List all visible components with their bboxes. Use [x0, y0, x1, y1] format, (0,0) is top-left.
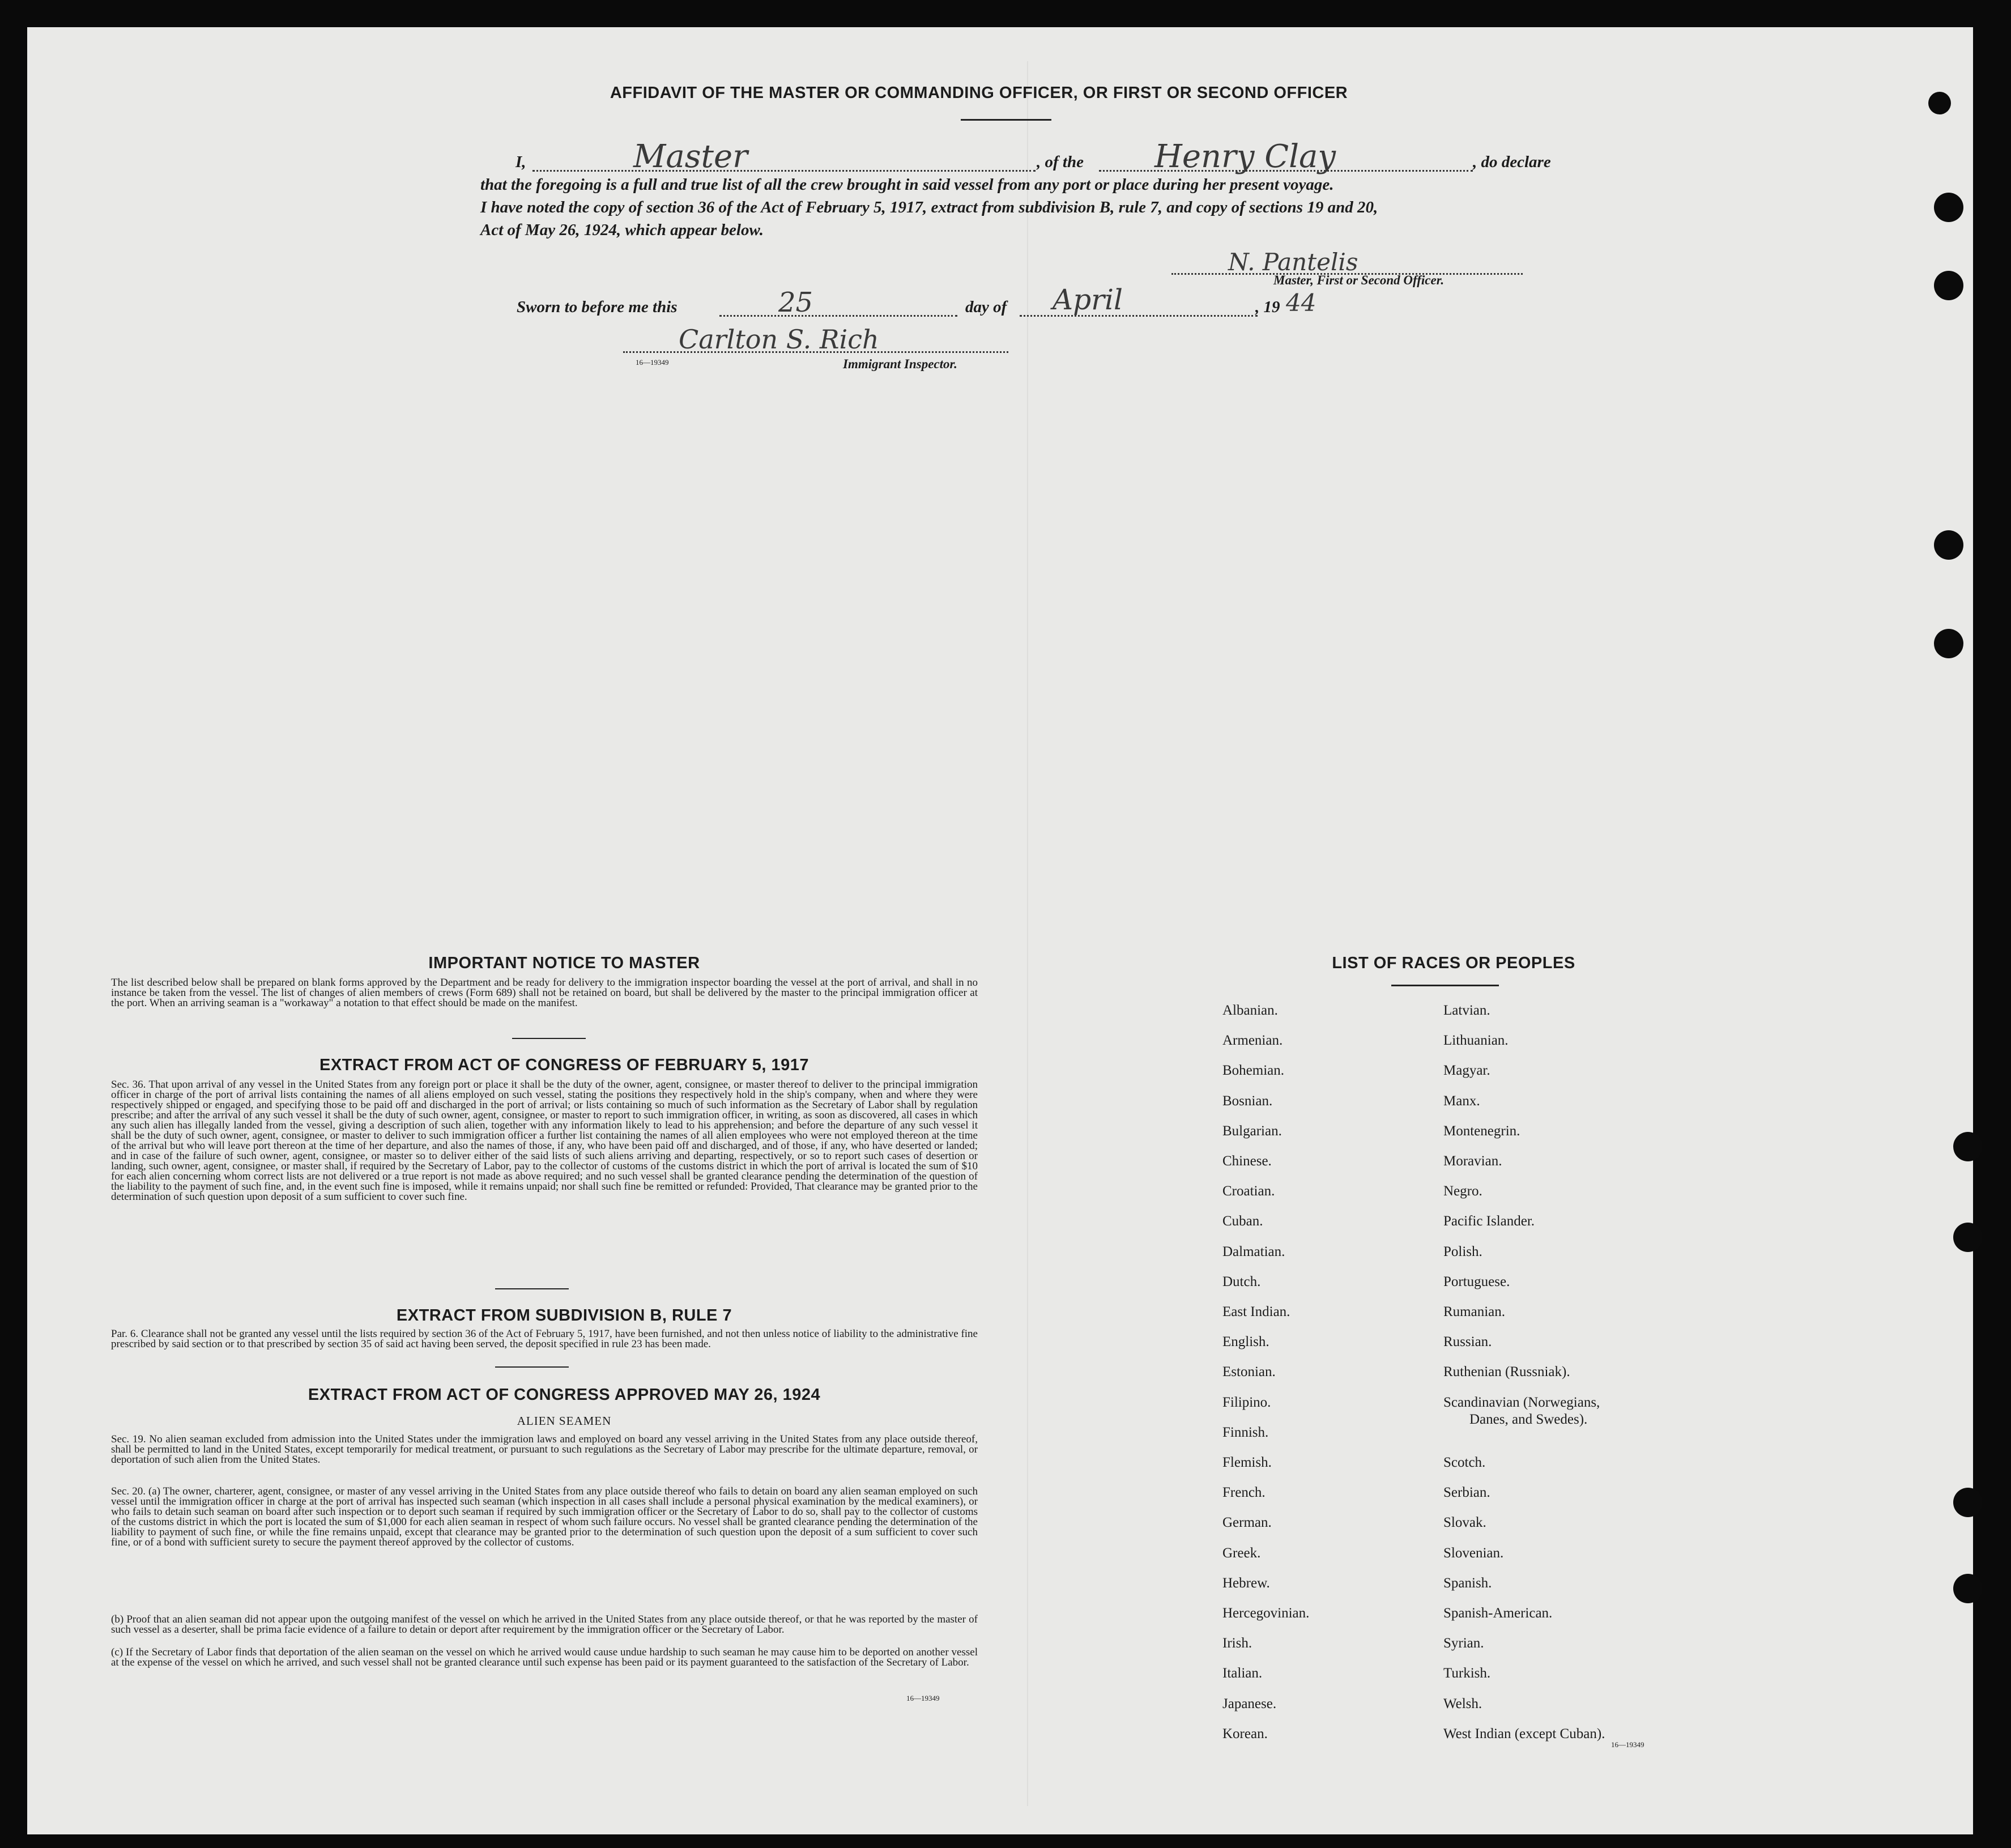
- sec-19-text: Sec. 19. No alien seaman excluded from admission into the United States under the immigration laws and employed on board any vessel arriving in the United States from any place outside thereof, shall be permitted to land in the United States, except temporarily for medical treatment, or pursuant to such regulations as the Secretary of Labor may prescribe for the ultimate departure, removal, or deportation of such alien from the United States.: [111, 1433, 978, 1466]
- race-item: Turkish.: [1443, 1666, 1491, 1681]
- do-declare-label: , do declare: [1473, 153, 1551, 171]
- rank-handwritten: Master: [633, 138, 748, 175]
- master-signature: N. Pantelis: [1228, 248, 1358, 276]
- race-item: Estonian.: [1222, 1364, 1276, 1380]
- punch-hole: [1934, 530, 1963, 560]
- race-item: Ruthenian (Russniak).: [1443, 1364, 1570, 1380]
- sec-20c-text: (c) If the Secretary of Labor finds that deportation of the alien seaman on the vessel on which he arrived would cause undue hardship to such seaman he may cause him to be deported on another vessel at the expense of the vessel on which he arrived, and such vessel shall not be granted clearance until such expense has been paid or its payment guaranteed to the satisfaction of the Secretary of Labor.: [111, 1646, 978, 1668]
- race-item: Cuban.: [1222, 1213, 1263, 1229]
- race-item: Dutch.: [1222, 1274, 1261, 1289]
- race-item: East Indian.: [1222, 1304, 1290, 1319]
- race-item: Montenegrin.: [1443, 1123, 1520, 1139]
- sec-20b-text: (b) Proof that an alien seaman did not appear upon the outgoing manifest of the vessel on which he arrived in the United States from any place outside thereof, or that he was reported by the master of such vessel as a deserter, shall be prima facie evidence of a failure to detain or deport after requirement by the immigration officer or the Secretary of Labor.: [111, 1613, 978, 1636]
- month-handwritten: April: [1053, 283, 1123, 316]
- race-item: Manx.: [1443, 1093, 1480, 1109]
- extract-form-number: 16—19349: [906, 1694, 940, 1702]
- race-item: Hebrew.: [1222, 1575, 1270, 1591]
- race-item: Filipino.: [1222, 1394, 1271, 1410]
- year-handwritten: 44: [1286, 289, 1316, 317]
- race-item: Spanish.: [1443, 1575, 1492, 1591]
- race-item: Welsh.: [1443, 1696, 1482, 1711]
- punch-hole: [1934, 629, 1963, 658]
- race-item: Rumanian.: [1443, 1304, 1506, 1319]
- race-item: Lithuanian.: [1443, 1033, 1509, 1049]
- vessel-handwritten: Henry Clay: [1154, 138, 1336, 175]
- race-item: Bohemian.: [1222, 1063, 1285, 1079]
- race-item: Korean.: [1222, 1726, 1268, 1741]
- affidavit-title: AFFIDAVIT OF THE MASTER OR COMMANDING OFFICER, OR FIRST OR SECOND OFFICER: [610, 84, 1348, 102]
- race-item: Polish.: [1443, 1244, 1482, 1259]
- affidavit-form-number: 16—19349: [636, 358, 669, 367]
- race-item: Syrian.: [1443, 1636, 1484, 1651]
- inspector-signature: Carlton S. Rich: [679, 324, 879, 355]
- race-item: Danes, and Swedes).: [1469, 1411, 1588, 1427]
- affidavit-line-4: Act of May 26, 1924, which appear below.: [480, 221, 764, 239]
- rule-7-top: [495, 1288, 569, 1289]
- race-item: Russian.: [1443, 1334, 1492, 1350]
- race-item: Spanish-American.: [1443, 1606, 1553, 1621]
- extract-1917-title: EXTRACT FROM ACT OF CONGRESS OF FEBRUARY 5, 1917: [319, 1056, 809, 1074]
- year-prefix: , 19: [1255, 298, 1280, 316]
- punch-hole: [1953, 1132, 1983, 1161]
- punch-hole: [1928, 92, 1951, 114]
- race-item: Dalmatian.: [1222, 1244, 1285, 1259]
- race-item: Pacific Islander.: [1443, 1213, 1535, 1229]
- extract-1917-text: Sec. 36. That upon arrival of any vessel in the United States from any foreign port or place it shall be the duty of the owner, agent, consignee, or master thereof to deliver to the principal immigration officer in charge of the port of arrival lists containing the names of all aliens employed on such vessel, stating the positions they respectively hold in the ship's company, when and where they were respectively shipped or engaged, and specifying those to be paid off and discharged in the port of arrival; or lists containing so much of such information as the Secretary of Labor shall by regulation prescribe; and after the arrival of any such vessel it shall be the duty of such owner, agent, consignee, or master to report to such immigration officer, in writing, as soon as discovered, all cases in which any such alien has illegally landed from the vessel, giving a description of such alien, together with any information likely to lead to his apprehension; and before the departure of any such vessel it shall be the duty of such owner, agent, consignee, or master to deliver to such immigration officer a further list containing the names of all alien employees who were not employed thereon at the time of the arrival but who will leave port thereon at the time of her departure, and also the names of those, if any, who have been paid off and discharged, and of those, if any, who have deserted or landed; and in case of the failure of such owner, agent, consignee, or master so to deliver either of the said lists of such aliens arriving and departing, respectively, or so to report such cases of desertion or landing, such owner, agent, consignee, or master shall, if required by the Secretary of Labor, pay to the collector of customs of the customs district in which the port of arrival is located the sum of $10 for each alien concerning whom correct lists are not delivered or a true report is not made as above required; and no such vessel shall be granted clearance pending the determination of the question of the liability to the payment of such fine, and, in the event such fine is imposed, while it remains unpaid; nor shall such fine be remitted or refunded: Provided, That clearance may be granted prior to the determination of such question upon deposit of a sum sufficient to cover such fine.: [111, 1079, 978, 1203]
- rule-7-text: Par. 6. Clearance shall not be granted any vessel until the lists required by section 36 of the Act of February 5, 1917, have been furnished, and not then unless notice of liability to the administrative fine prescribed by said section or to that prescribed by section 35 of said act having been served, the deposit specified in rule 23 has been made.: [111, 1328, 978, 1350]
- race-item: Finnish.: [1222, 1424, 1269, 1440]
- race-item: French.: [1222, 1485, 1266, 1501]
- alien-seamen-subtitle: ALIEN SEAMEN: [517, 1414, 612, 1428]
- race-item: Slovak.: [1443, 1515, 1486, 1531]
- races-title-rule: [1391, 985, 1499, 986]
- race-item: Slovenian.: [1443, 1545, 1504, 1561]
- of-the-label: , of the: [1037, 153, 1084, 171]
- race-item: Latvian.: [1443, 1003, 1490, 1018]
- race-item: Magyar.: [1443, 1063, 1490, 1079]
- punch-hole: [1953, 1223, 1983, 1252]
- fold-line: [1027, 61, 1028, 1806]
- day-of-label: day of: [965, 298, 1007, 316]
- affidavit-title-rule: [961, 119, 1051, 121]
- race-item: West Indian (except Cuban).: [1443, 1726, 1605, 1741]
- document-page: [27, 27, 1973, 1834]
- notice-title: IMPORTANT NOTICE TO MASTER: [428, 954, 700, 972]
- sworn-label: Sworn to before me this: [517, 298, 678, 316]
- rank-line: [532, 170, 1036, 172]
- rule-7-title: EXTRACT FROM SUBDIVISION B, RULE 7: [396, 1306, 732, 1325]
- race-item: Moravian.: [1443, 1153, 1502, 1169]
- race-item: Irish.: [1222, 1636, 1252, 1651]
- sec-20a-text: Sec. 20. (a) The owner, charterer, agent, consignee, or master of any vessel arriving in the United States from any place outside thereof who fails to detain on board any alien seaman employed on such vessel until the immigration officer in charge at the port of arrival has inspected such seaman (which inspection in all cases shall include a personal physical examination by the medical examiners), or who fails to detain such seaman on board after such inspection or to deport such seaman if required by such immigration officer or the Secretary of Labor to do so, shall pay to the collector of customs of the customs district in which the port is located the sum of $1,000 for each alien seaman in respect of whom such failure occurs. No vessel shall be granted clearance pending the determination of the liability to payment of such fine, or while the fine remains unpaid, except that clearance may be granted prior to the determination of such question upon the deposit of a sum sufficient to cover such fine, or of a bond with sufficient surety to secure the payment thereof approved by the collector of customs.: [111, 1485, 978, 1548]
- race-item: Albanian.: [1222, 1003, 1278, 1018]
- punch-hole: [1953, 1488, 1983, 1517]
- day-line: [719, 315, 957, 317]
- race-item: Scandinavian (Norwegians,: [1443, 1394, 1600, 1410]
- race-item: Italian.: [1222, 1666, 1263, 1681]
- affidavit-line-2: that the foregoing is a full and true list of all the crew brought in said vessel from any port or place during her present voyage.: [480, 176, 1334, 194]
- punch-hole: [1934, 193, 1963, 222]
- race-item: Armenian.: [1222, 1033, 1283, 1049]
- race-item: German.: [1222, 1515, 1272, 1531]
- extract-1924-title: EXTRACT FROM ACT OF CONGRESS APPROVED MAY 26, 1924: [308, 1386, 821, 1404]
- rule-1924-top: [495, 1366, 569, 1368]
- race-item: Greek.: [1222, 1545, 1261, 1561]
- day-handwritten: 25: [778, 287, 813, 318]
- race-item: Portuguese.: [1443, 1274, 1510, 1289]
- races-form-number: 16—19349: [1611, 1740, 1644, 1749]
- race-item: Chinese.: [1222, 1153, 1272, 1169]
- race-item: Negro.: [1443, 1183, 1482, 1199]
- rule-1917-top: [512, 1038, 586, 1039]
- race-item: Bosnian.: [1222, 1093, 1273, 1109]
- race-item: Croatian.: [1222, 1183, 1275, 1199]
- race-item: Flemish.: [1222, 1455, 1272, 1470]
- punch-hole: [1934, 271, 1963, 300]
- race-item: English.: [1222, 1334, 1269, 1350]
- punch-hole: [1953, 1574, 1983, 1603]
- race-item: Scotch.: [1443, 1455, 1486, 1470]
- i-label: I,: [515, 153, 526, 171]
- race-item: Bulgarian.: [1222, 1123, 1282, 1139]
- race-item: Hercegovinian.: [1222, 1606, 1310, 1621]
- races-title: LIST OF RACES OR PEOPLES: [1332, 954, 1575, 972]
- inspector-caption: Immigrant Inspector.: [843, 357, 957, 371]
- race-item: Japanese.: [1222, 1696, 1277, 1711]
- notice-text: The list described below shall be prepared on blank forms approved by the Department and be ready for delivery to the immigration inspector boarding the vessel at the port of arrival, and shall in no instance be taken from the vessel. The list of changes of alien members of crews (Form 689) shall not be retained on board, but shall be delivered by the master to the principal immigration officer at the port. When an arriving seaman is a "workaway" a notation to that effect should be made on the manifest.: [111, 977, 978, 1009]
- master-caption: Master, First or Second Officer.: [1273, 273, 1445, 287]
- affidavit-line-3: I have noted the copy of section 36 of the Act of February 5, 1917, extract from subdivision B, rule 7, and copy of sections 19 and 20,: [480, 198, 1378, 216]
- race-item: Serbian.: [1443, 1485, 1490, 1501]
